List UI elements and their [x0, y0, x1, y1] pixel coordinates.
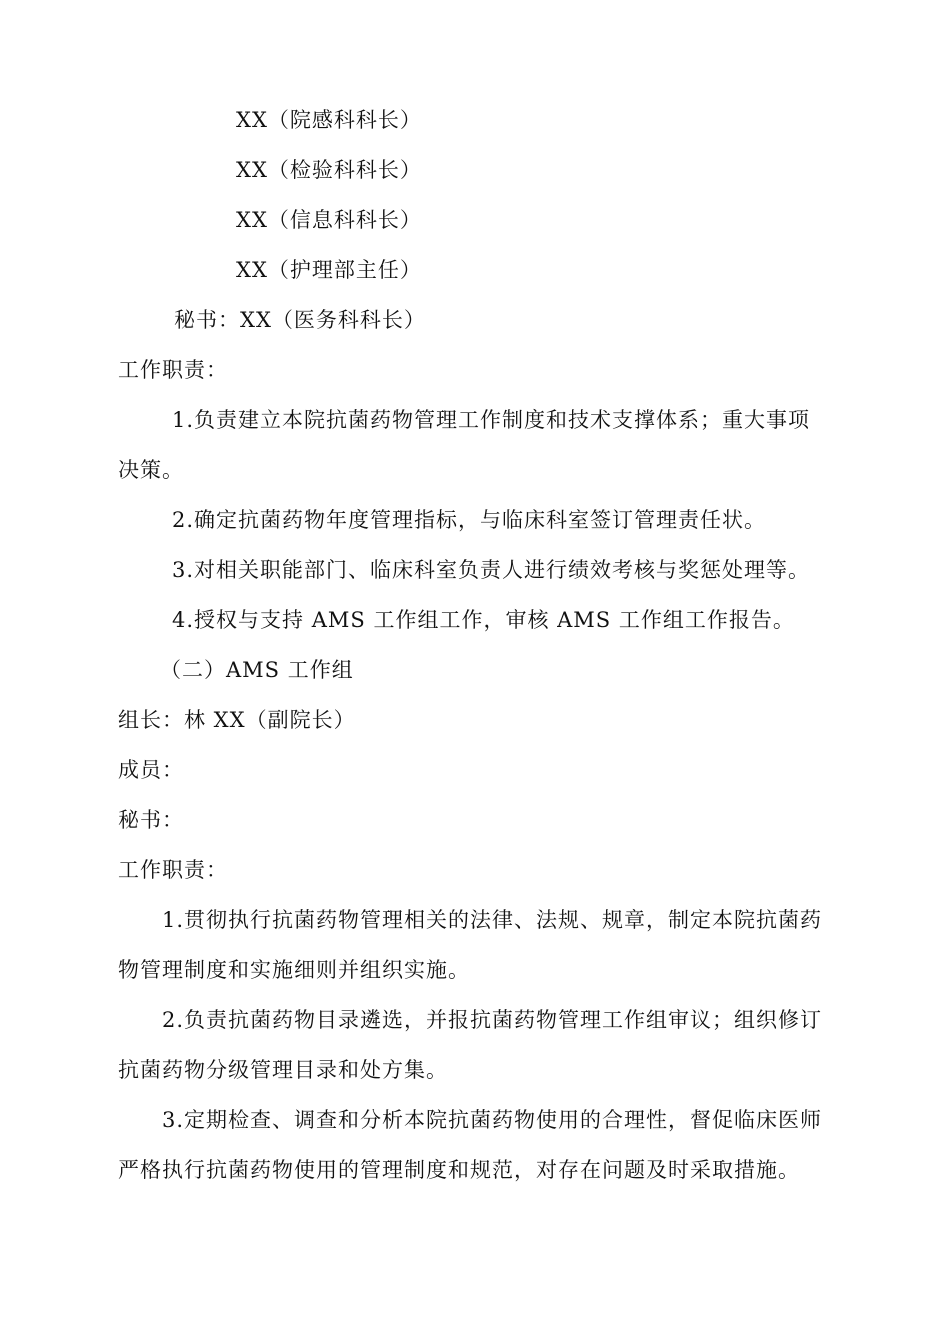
ams-duty-1-line-2: 物管理制度和实施细则并组织实施。: [118, 958, 470, 982]
ams-duty-2-line-1: 2.负责抗菌药物目录遴选，并报抗菌药物管理工作组审议；组织修订: [162, 1008, 823, 1032]
committee-duties-heading: 工作职责：: [118, 358, 228, 382]
ams-duty-3-line-2: 严格执行抗菌药物使用的管理制度和规范，对存在问题及时采取措施。: [118, 1158, 800, 1182]
ams-duties-heading: 工作职责：: [118, 858, 228, 882]
ams-section-title: （二）AMS 工作组: [160, 658, 354, 682]
committee-member-nursing: XX（护理部主任）: [236, 258, 422, 282]
committee-duty-2: 2.确定抗菌药物年度管理指标，与临床科室签订管理责任状。: [172, 508, 767, 532]
ams-duty-2-line-2: 抗菌药物分级管理目录和处方集。: [118, 1058, 448, 1082]
committee-member-information: XX（信息科科长）: [236, 208, 422, 232]
ams-secretary: 秘书：: [118, 808, 184, 832]
ams-leader: 组长：林 XX（副院长）: [118, 708, 356, 732]
ams-members: 成员：: [118, 758, 184, 782]
committee-duty-4: 4.授权与支持 AMS 工作组工作，审核 AMS 工作组工作报告。: [172, 608, 795, 632]
ams-duty-3-line-1: 3.定期检查、调查和分析本院抗菌药物使用的合理性，督促临床医师: [162, 1108, 823, 1132]
committee-member-laboratory: XX（检验科科长）: [236, 158, 422, 182]
committee-secretary: 秘书：XX（医务科科长）: [174, 308, 426, 332]
committee-member-infection-control: XX（院感科科长）: [236, 108, 422, 132]
committee-duty-1-line-2: 决策。: [118, 458, 184, 482]
ams-duty-1-line-1: 1.贯彻执行抗菌药物管理相关的法律、法规、规章，制定本院抗菌药: [162, 908, 823, 932]
committee-duty-1-line-1: 1.负责建立本院抗菌药物管理工作制度和技术支撑体系；重大事项: [172, 408, 811, 432]
committee-duty-3: 3.对相关职能部门、临床科室负责人进行绩效考核与奖惩处理等。: [172, 558, 811, 582]
